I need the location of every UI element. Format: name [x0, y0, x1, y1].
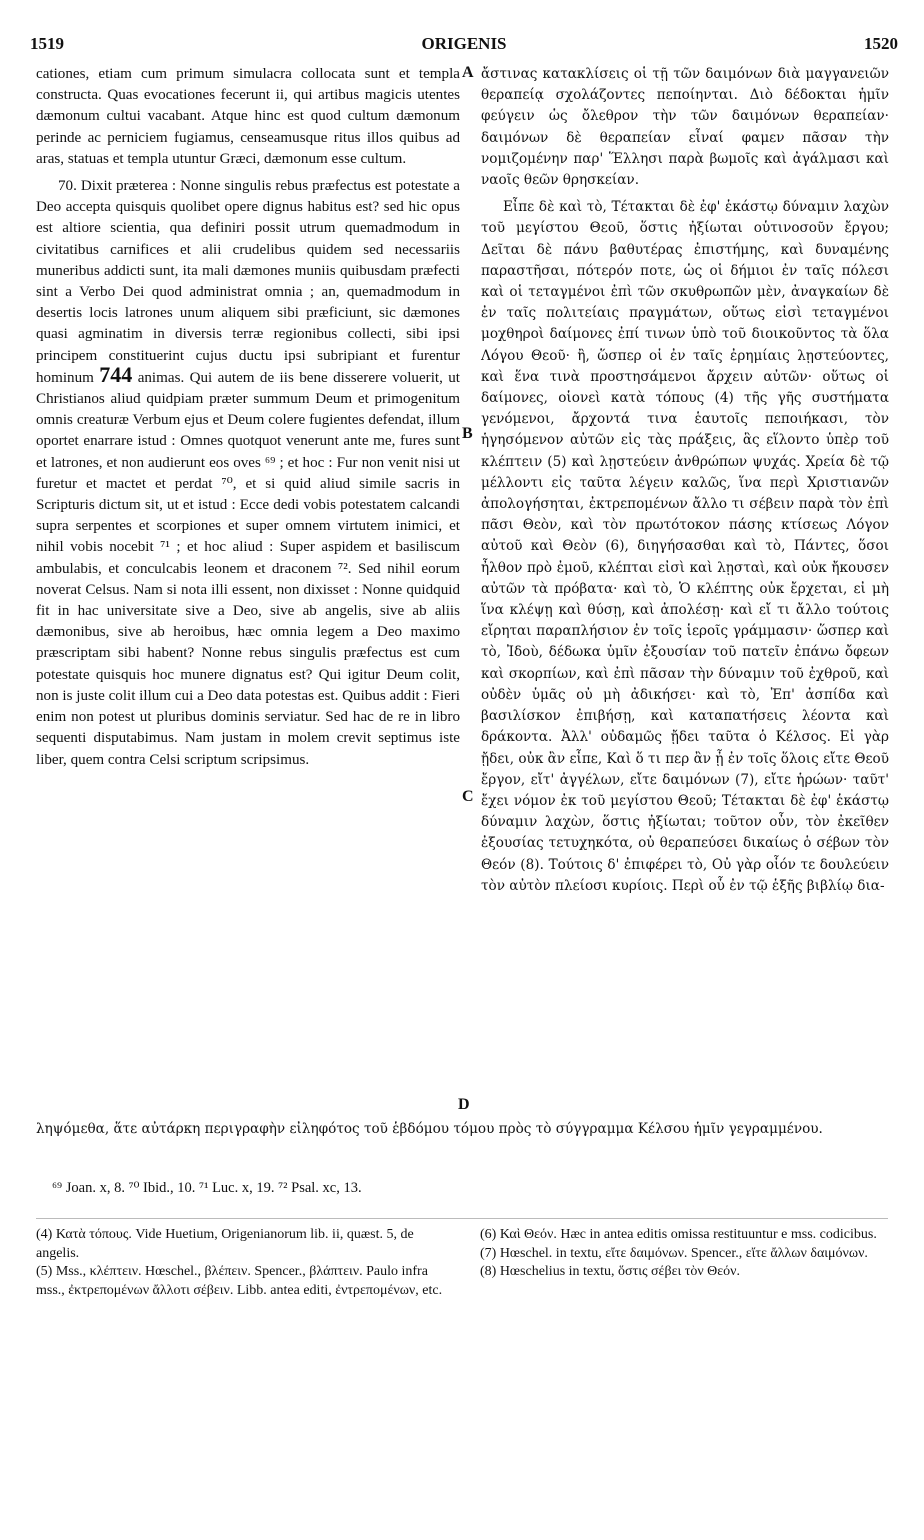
- latin-paragraph-1: cationes, etiam cum primum simulacra collocata sunt et templa constructa. Quas evocationes fecerunt ii, qui artibus magicis utentes dæmonum cultui vacabant. Atque hinc est quod cultum dæmonum perinde ac perniciem fugiamus, censeamusque ritus illos quibus ad aras, statuas et templa utuntur Græci, dæmonum esse cultum.: [36, 66, 460, 167]
- page-header: [30, 34, 898, 60]
- margin-marker-c: C: [462, 788, 474, 805]
- greek-tail-line: ληψόμεθα, ἅτε αὐτάρκη περιγραφὴν εἰληφότος τοῦ ἑβδόμου τόμου πρὸς τὸ σύγγραμμα Κέλσου ἡμῖν γεγραμμένου.: [36, 1121, 823, 1137]
- note-6: (6) Καὶ Θεόν. Hæc in antea editis omissa restituuntur e mss. codicibus.: [480, 1227, 877, 1242]
- latin-paragraph-2: [36, 176, 460, 771]
- latin-column: [36, 64, 460, 771]
- footnote-divider: [36, 1218, 888, 1219]
- page-mark: 744: [99, 361, 133, 387]
- running-title: ORIGENIS: [421, 34, 507, 53]
- margin-marker-b: B: [462, 425, 473, 442]
- margin-marker-a: A: [462, 64, 474, 81]
- latin-paragraph-2-text: 70. Dixit præterea : Nonne singulis rebus præfectus est potestate a Deo accepta quisquis quolibet opere dignus habitus est? sed hic opus est altiore scientia, qua definiri possit utrum quemadmodum in civitatibus carnifices et alii crudelibus quidem sed necessariis muneribus addicti sunt, ita mali dæmones muniis quibusdam præfecti sint a Verbo Dei quod administrat omnia ; an, quemadmodum in desertis locis latrones unum aliquem sibi præficiunt, sic dæmones quasi agminatim in diversis terræ regionibus collecti, sibi ipsi principem constituerint cujus ductu ipsi subripiant et furentur hominum: [36, 178, 460, 386]
- notes-left-column: [36, 1226, 456, 1300]
- right-page-number: 1520: [864, 34, 898, 53]
- notes-right-column: [480, 1226, 890, 1282]
- greek-paragraph-2: Εἶπε δὲ καὶ τὸ, Τέτακται δὲ ἐφ' ἑκάστῳ δύναμιν λαχὼν τοῦ μεγίστου Θεοῦ, ὅστις ἠξίωται οὑτινοσοῦν ἔργου; Δεῖται δὲ πάνυ βαθυτέρας ἐπιστήμης, καὶ δυναμένης παραστῆσαι, πότερόν ποτε, ὡς οἱ δήμιοι ἐν ταῖς πόλεσι καὶ οἱ τεταγμένοι ἐπὶ τῶν σκυθρωπῶν μὲν, ἀναγκαίων δὲ ἐν ταῖς πολιτείαις πραγμάτων, οὕτως εἰσὶ τεταγμένοι μοχθηροὶ δαίμονες ἐπί τινων ὑπὸ τοῦ διοικοῦντος τὰ ὅλα Λόγου Θεοῦ· ἢ, ὥσπερ οἱ ἐν ταῖς ἐρημίαις λῃστεύοντες, καὶ ἕνα τινὰ προστησάμενοι ἄρχειν αὐτῶν· οὕτως οἱ δαίμονες, οἱονεὶ κατὰ τόπους (4) τῆς γῆς συστήματα γενόμενοι, ἄρχοντά τινα ἑαυτοῖς πεποιήκασι, τὸν ἡγησόμενον αὐτῶν εἰς τὰς πράξεις, ἃς εἵλοντο ὑπὲρ τοῦ κλέπτειν (5) καὶ λῃστεύειν ἀνθρώπων ψυχάς. Χρεία δὲ τῷ μέλλοντι εἰς ταῦτα λέγειν καλῶς, ἵνα περὶ Χριστιανῶν ἀπολογήσηται, ἐκτρεπομένων ἄλλο τι σέβειν παρὰ τὸν ἐπὶ πᾶσι Θεὸν, καὶ τὸν πρωτότοκον πάσης κτίσεως Λόγον αὐτοῦ καὶ Θεὸν (6), διηγήσασθαι καὶ τὸ, Πάντες, ὅσοι ἦλθον πρὸ ἐμοῦ, κλέπται εἰσὶ καὶ λῃσταὶ, καὶ οὐκ ἤκουσεν αὐτῶν τὰ πρόβατα· καὶ τὸ, Ὁ κλέπτης οὐκ ἔρχεται, εἰ μὴ ἵνα κλέψῃ καὶ θύσῃ, καὶ ἀπολέσῃ· καὶ εἴ τι ἄλλο τούτοις εἴρηται παραπλήσιον ἐν τοῖς ἱεροῖς γράμμασιν· ὥσπερ καὶ τὸ, Ἰδοὺ, δέδωκα ὑμῖν ἐξουσίαν τοῦ πατεῖν ἐπάνω ὄφεων καὶ σκορπίων, καὶ ἐπὶ πᾶσαν τὴν δύναμιν τοῦ ἐχθροῦ, καὶ οὐδὲν ὑμᾶς οὐ μὴ ἀδικήσει· καὶ τὸ, Ἐπ' ἀσπίδα καὶ βασιλίσκον ἐπιβήσῃ, καὶ καταπατήσεις λέοντα καὶ δράκοντα. Ἀλλ' οὐδαμῶς ᾔδει ταῦτα ὁ Κέλσος. Εἰ γὰρ ᾔδει, οὐκ ἂν εἶπε, Καὶ ὅ τι περ ἂν ᾖ ἐν τοῖς ὅλοις εἴτε Θεοῦ ἔργον, εἴτ' ἀγγέλων, εἴτε δαιμόνων (7), εἴτε ἡρώων· ταῦτ' ἔχει νόμον ἐκ τοῦ μεγίστου Θεοῦ; Τέτακται δὲ ἐφ' ἑκάστῳ δύναμιν λαχὼν, ὅστις ἠξίωται; τοῦτον οὖν, τὸν ἐκεῖθεν ἐξουσίας τετυχηκότα, οὐ θεραπεύσει δικαίως ὁ σέβων τὸν Θεόν (8). Τούτοις δ' ἐπιφέρει τὸ, Οὐ γὰρ οἷόν τε δουλεύειν τὸν αὐτὸν πλείοσι κυρίοις. Περὶ οὗ ἐν τῷ ἑξῆς βιβλίῳ δια-: [481, 199, 889, 894]
- latin-paragraph-2-cont: animas. Qui autem de iis bene disserere voluerit, ut Christianos aliud quidpiam præter summum Deum et primogenitum omnis creaturæ Verbum ejus et Deum colere fugientes defendat, illum oportet enarrare istud : Omnes quotquot venerunt ante me, fures sunt et latrones, et non audierunt eos oves ⁶⁹ ; et hoc : Fur non venit nisi ut furetur et mactet et perdat ⁷⁰, et si quid aliud simile sacris in Scripturis dictum sit, ut et istud : Ecce dedi vobis potestatem calcandi supra serpentes et scorpiones et super omnem virtutem inimici, et nihil vobis nocebit ⁷¹ ; et hoc aliud : Super aspidem et basiliscum ambulabis, et conculcabis leonem et draconem ⁷². Sed nihil eorum noverat Celsus. Nam si nota illi essent, non dixisset : Nonne quidquid fit in hac universitate sive a Deo, sive ab angelis, sive ab aliis dæmonibus, sive ab heroibus, hæc omnia legem a Deo maximo præscriptam sibi habent? Nonne rebus singulis præfectus est cum potestate quisquis hoc munere dignatus est? Qui igitur Deum colit, non is juste colit illum cui a Deo data potestas est. Quibus addit : Fieri enim non potest ut pluribus dominis serviatur. Sed hac de re in libro sequenti disputabimus. Nam justam in molem crevit septimus iste liber, quem contra Celsi scriptum scripsimus.: [36, 369, 460, 768]
- greek-paragraph-1: ἄστινας κατακλίσεις οἱ τῇ τῶν δαιμόνων διὰ μαγγανειῶν θεραπείᾳ σχολάζοντες πεποίηνται. Διὸ δέδοκται ἡμῖν φεύγειν ὡς ὄλεθρον τὴν τῶν δαιμόνων θεραπείαν· δαιμόνων δὲ θεραπείαν εἶναί φαμεν πᾶσαν τὴν νομιζομένην παρ' Ἕλλησι παρὰ βωμοῖς καὶ ἀγάλμασι καὶ ναοῖς θεῶν θρησκείαν.: [481, 66, 889, 189]
- note-7: (7) Hœschel. in textu, εἴτε δαιμόνων. Spencer., εἴτε ἄλλων δαιμόνων.: [480, 1245, 868, 1261]
- scripture-references: ⁶⁹ Joan. x, 8. ⁷⁰ Ibid., 10. ⁷¹ Luc. x, 19. ⁷² Psal. xc, 13.: [52, 1180, 362, 1196]
- note-8: (8) Hœschelius in textu, ὅστις σέβει τὸν Θεόν.: [480, 1264, 740, 1280]
- note-4: (4) Κατὰ τόπους. Vide Huetium, Origenianorum lib. ii, quæst. 5, de angelis.: [36, 1227, 414, 1261]
- margin-marker-d: D: [458, 1096, 470, 1113]
- note-5: (5) Mss., κλέπτειν. Hœschel., βλέπειν. Spencer., βλάπτειν. Paulo infra mss., ἐκτρεπομένων ἄλλοτι σέβειν. Libb. antea editi, ἐντρεπομένων, etc.: [36, 1264, 443, 1298]
- left-page-number: 1519: [30, 34, 64, 53]
- greek-column: [481, 64, 889, 897]
